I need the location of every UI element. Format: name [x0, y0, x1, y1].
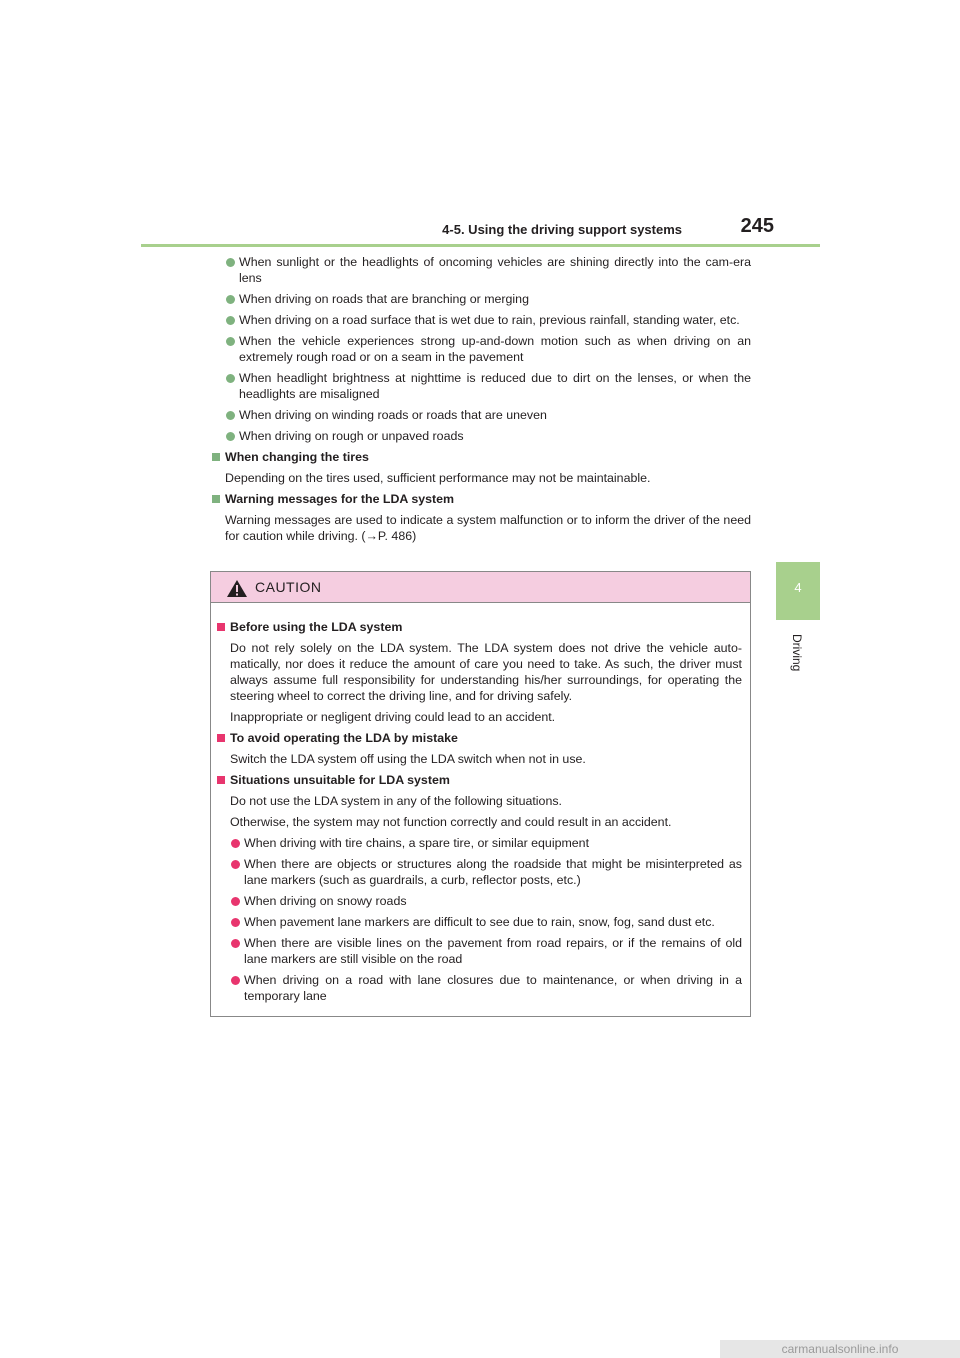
bullet-icon — [226, 258, 235, 267]
list-item: When pavement lane markers are difficult to see due to rain, snow, fog, sand dust etc. — [230, 914, 742, 930]
list-item: When driving with tire chains, a spare tire, or similar equipment — [230, 835, 742, 851]
page-number: 245 — [740, 215, 774, 237]
square-bullet-icon — [217, 623, 225, 631]
list-item: When there are objects or structures along the roadside that might be misinterpreted as lane markers (such as guardrails, a curb, reflector posts, etc.) — [230, 856, 742, 888]
caution-text: Otherwise, the system may not function correctly and could result in an accident. — [230, 815, 672, 829]
caution-header — [211, 572, 750, 603]
chapter-number: 4 — [794, 580, 802, 595]
bullet-icon — [226, 374, 235, 383]
chapter-tab — [776, 562, 820, 620]
bullet-icon — [231, 939, 240, 948]
watermark: carmanualsonline.info — [720, 1340, 960, 1358]
bullet-icon — [226, 316, 235, 325]
bullet-icon — [231, 839, 240, 848]
caution-heading: To avoid operating the LDA by mistake — [230, 731, 458, 745]
list-item: When driving on roads that are branching or merging — [211, 291, 751, 307]
section-warning-messages — [211, 491, 751, 544]
list-item: When driving on a road surface that is wet due to rain, previous rainfall, standing water, etc. — [211, 312, 751, 328]
list-item: When driving on winding roads or roads that are uneven — [211, 407, 751, 423]
section-text: Depending on the tires used, sufficient performance may not be maintainable. — [225, 471, 651, 485]
bullet-icon — [226, 411, 235, 420]
section-text: Warning messages are used to indicate a system malfunction or to inform the driver of the need for caution while driving. (→P. 486) — [225, 513, 751, 543]
section-changing-tires — [211, 449, 751, 486]
caution-body — [211, 603, 750, 1004]
square-bullet-icon — [217, 734, 225, 742]
chapter-label-text: Driving — [790, 634, 804, 672]
list-item: When driving on rough or unpaved roads — [211, 428, 751, 444]
bullet-icon — [226, 295, 235, 304]
caution-title: CAUTION — [255, 579, 322, 595]
list-item: When driving on snowy roads — [230, 893, 742, 909]
list-item: When there are visible lines on the pavement from road repairs, or if the remains of old lane markers are still visible on the road — [230, 935, 742, 967]
caution-section-avoid-mistake — [217, 730, 742, 767]
caution-text: Switch the LDA system off using the LDA switch when not in use. — [230, 752, 586, 766]
list-item: When headlight brightness at nighttime is reduced due to dirt on the lenses, or when the headlights are misaligned — [211, 370, 751, 402]
caution-text: Do not use the LDA system in any of the following situations. — [230, 794, 562, 808]
square-bullet-icon — [212, 453, 220, 461]
warning-icon — [227, 580, 247, 597]
bullet-icon — [231, 976, 240, 985]
square-bullet-icon — [217, 776, 225, 784]
bullet-icon — [231, 897, 240, 906]
section-heading: When changing the tires — [225, 450, 369, 464]
chapter-label — [776, 630, 820, 690]
list-item: When sunlight or the headlights of oncoming vehicles are shining directly into the cam-era lens — [211, 254, 751, 286]
list-item: When the vehicle experiences strong up-and-down motion such as when driving on an extremely rough road or on a seam in the pavement — [211, 333, 751, 365]
caution-section-before-using — [217, 619, 742, 725]
caution-section-unsuitable — [217, 772, 742, 1004]
caution-text: Inappropriate or negligent driving could lead to an accident. — [230, 710, 556, 724]
section-title: 4-5. Using the driving support systems — [442, 222, 682, 237]
bullet-icon — [226, 432, 235, 441]
caution-box — [210, 571, 751, 1017]
caution-heading: Situations unsuitable for LDA system — [230, 773, 450, 787]
page-header — [141, 214, 820, 247]
list-item: When driving on a road with lane closures due to maintenance, or when driving in a temporary lane — [230, 972, 742, 1004]
caution-heading: Before using the LDA system — [230, 620, 403, 634]
square-bullet-icon — [212, 495, 220, 503]
section-heading: Warning messages for the LDA system — [225, 492, 455, 506]
bullet-icon — [231, 918, 240, 927]
caution-bullet-list — [230, 835, 742, 1004]
bullet-list — [211, 254, 751, 444]
bullet-icon — [231, 860, 240, 869]
caution-text: Do not rely solely on the LDA system. The LDA system does not drive the vehicle auto-matically, nor does it reduce the amount of care you need to take. As such, the driver must always assume full responsibility for understanding his/her surroundings, for operating the steering wheel to correct the driving line, and for driving safely. — [230, 641, 742, 703]
main-content — [211, 254, 751, 549]
bullet-icon — [226, 337, 235, 346]
